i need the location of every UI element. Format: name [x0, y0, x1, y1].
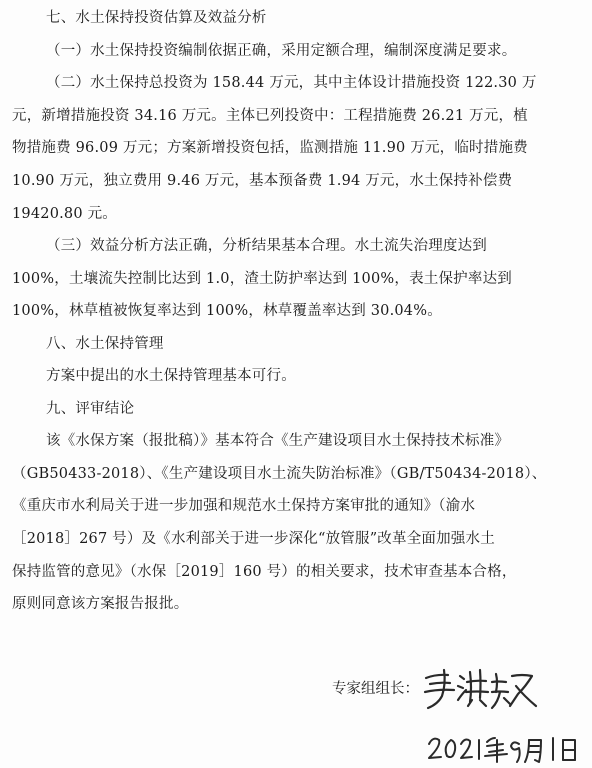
- paragraph-line: （一）水土保持投资编制依据正确，采用定额合理，编制深度满足要求。: [46, 43, 517, 59]
- paragraph-line: 保持监管的意见》（水保［2019］160 号）的相关要求，技术审查基本合格，: [12, 564, 517, 580]
- paragraph-line: ［2018］267 号）及《水利部关于进一步深化“放管服”改革全面加强水土: [12, 531, 495, 547]
- paragraph-line: 《重庆市水利局关于进一步加强和规范水土保持方案审批的通知》（渝水: [12, 498, 476, 514]
- paragraph-line: 原则同意该方案报告报批。: [12, 596, 189, 612]
- paragraph-line: 物措施费 96.09 万元；方案新增投资包括，监测措施 11.90 万元，临时措施费: [12, 140, 528, 156]
- handwritten-date: [425, 732, 585, 764]
- paragraph-line: 元，新增措施投资 34.16 万元。主体已列投资中：工程措施费 26.21 万元，植: [12, 108, 528, 124]
- section-heading-8: 八、水土保持管理: [46, 336, 164, 352]
- paragraph-line: （GB50433-2018）、《生产建设项目水土流失防治标准》（GB/T50434-2018）、: [12, 466, 547, 482]
- paragraph-line: 100%，林草植被恢复率达到 100%，林草覆盖率达到 30.04%。: [12, 303, 442, 319]
- signature-label: 专家组组长：: [332, 681, 419, 697]
- paragraph-line: （三）效益分析方法正确，分析结果基本合理。水土流失治理度达到: [46, 238, 487, 254]
- handwritten-signature: [420, 662, 540, 712]
- paragraph-line: 方案中提出的水土保持管理基本可行。: [46, 368, 296, 384]
- paragraph-line: 10.90 万元，独立费用 9.46 万元，基本预备费 1.94 万元，水土保持补偿费: [12, 173, 513, 189]
- paragraph-line: （二）水土保持总投资为 158.44 万元，其中主体设计措施投资 122.30 万: [46, 75, 537, 91]
- section-heading-9: 九、评审结论: [46, 401, 135, 417]
- paragraph-line: 100%，土壤流失控制比达到 1.0，渣土防护率达到 100%，表土保护率达到: [12, 271, 512, 287]
- paragraph-line: 19420.80 元。: [12, 206, 117, 222]
- paragraph-line: 该《水保方案（报批稿）》基本符合《生产建设项目水土保持技术标准》: [46, 433, 510, 449]
- section-heading-7: 七、水土保持投资估算及效益分析: [46, 10, 267, 26]
